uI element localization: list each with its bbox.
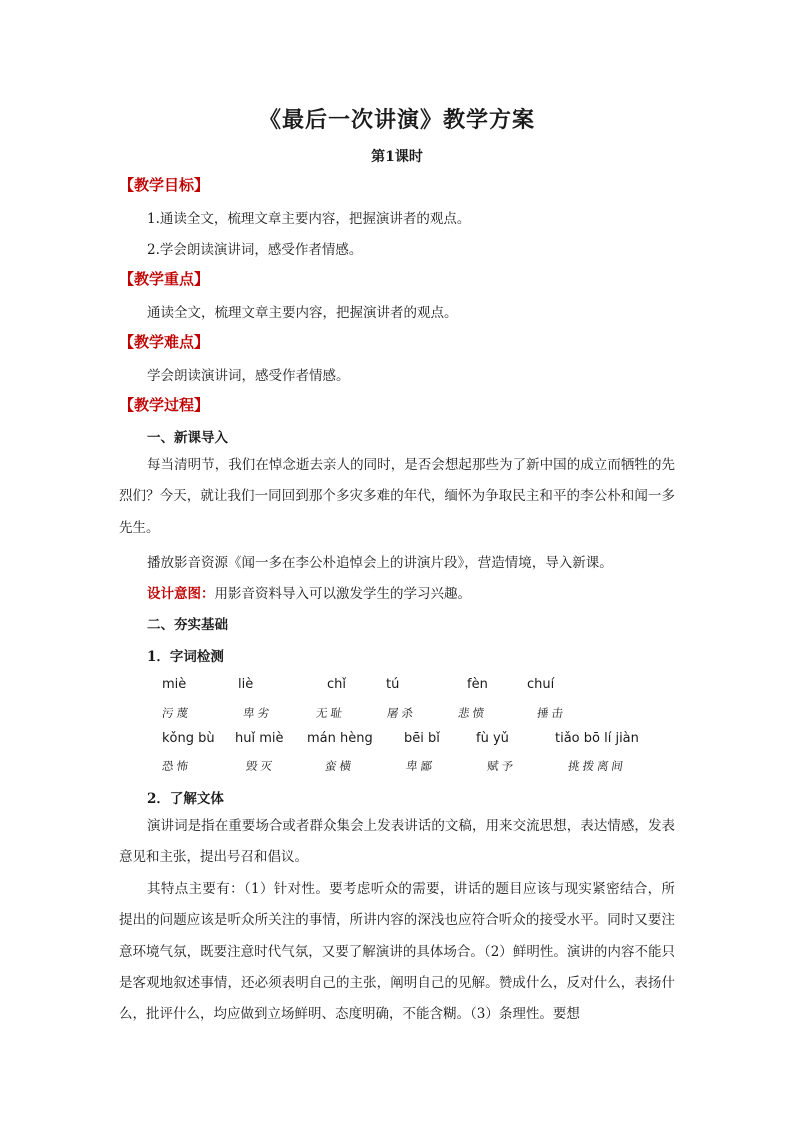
handwritten-word: 卑鄙 (405, 759, 436, 773)
handwritten-word: 卑劣 (242, 706, 273, 720)
goal-item: 1.通读全文，梳理文章主要内容，把握演讲者的观点。 (147, 211, 471, 227)
pinyin-label: fèn (467, 677, 488, 692)
key-points-text: 通读全文，梳理文章主要内容，把握演讲者的观点。 (147, 305, 458, 321)
features-paragraph: 其特点主要有：（1）针对性。要考虑听众的需要，讲话的题目应该与现实紧密结合，所提出的问题应该是听众所关注的事情，所讲内容的深浅也应符合听众的接受水平。同时又要注意环境气氛，既要注意时代气氛，又要了解演讲的具体场合。（2）鲜明性。演讲的内容不能只是客观地叙述事情，还必须表明自己的主张，阐明自己的见解。赞成什么，反对什么，表扬什么，批评什么，均应做到立场鲜明、态度明确，不能含糊。（3）条理性。要想 (119, 881, 675, 1023)
handwritten-word: 悲愤 (457, 706, 488, 720)
pinyin-label: tiǎo bō lí jiàn (555, 731, 639, 746)
goal-item: 2.学会朗读演讲词，感受作者情感。 (147, 242, 363, 258)
handwritten-word: 蛮横 (324, 759, 355, 773)
design-intent-label: 设计意图： (147, 586, 215, 602)
document-title: 《最后一次讲演》教学方案 (258, 107, 535, 133)
section-heading-key-points: 【教学重点】 (119, 270, 210, 288)
section-heading-difficulties: 【教学难点】 (119, 333, 210, 351)
difficulties-text: 学会朗读演讲词，感受作者情感。 (147, 368, 350, 384)
pinyin-label: liè (238, 677, 254, 692)
section-heading-process: 【教学过程】 (119, 396, 210, 414)
handwritten-word: 屠杀 (386, 706, 417, 720)
handwritten-word: 恐怖 (161, 759, 192, 773)
pinyin-label: chuí (527, 677, 555, 692)
handwritten-word: 毁灭 (245, 759, 276, 773)
handwritten-word: 赋予 (486, 759, 517, 773)
pinyin-label: kǒng bù (162, 731, 215, 746)
design-intent-text: 用影音资料导入可以激发学生的学习兴趣。 (214, 586, 471, 602)
handwritten-word: 无耻 (315, 706, 346, 720)
handwritten-word: 挑拨离间 (567, 759, 627, 773)
part1-title: 一、新课导入 (147, 430, 228, 446)
pinyin-label: huǐ miè (235, 731, 284, 746)
lesson-subtitle: 第1课时 (371, 149, 423, 165)
handwritten-word: 捶击 (536, 706, 567, 720)
pinyin-label: chǐ (327, 677, 346, 692)
genre-paragraph: 演讲词是指在重要场合或者群众集会上发表讲话的文稿，用来交流思想，表达情感，发表意见和主张，提出号召和倡议。 (119, 818, 675, 866)
pinyin-label: fù yǔ (476, 731, 509, 746)
design-intent-line (147, 582, 471, 602)
sub1-title: 1．字词检测 (147, 649, 224, 665)
pinyin-label: bēi bǐ (404, 731, 440, 746)
play-media-line: 播放影音资源《闻一多在李公朴追悼会上的讲演片段》，营造情境，导入新课。 (147, 555, 613, 571)
pinyin-label: tú (386, 677, 400, 692)
intro-paragraph: 每当清明节，我们在悼念逝去亲人的同时，是否会想起那些为了新中国的成立而牺牲的先烈们？今天，就让我们一同回到那个多灾多难的年代，缅怀为争取民主和平的李公朴和闻一多先生。 (119, 457, 675, 536)
part2-title: 二、夯实基础 (147, 617, 228, 633)
section-heading-goals: 【教学目标】 (119, 176, 210, 194)
handwritten-word: 污蔑 (161, 706, 192, 720)
pinyin-label: miè (162, 677, 187, 692)
pinyin-label: mán hèng (307, 731, 373, 746)
sub2-title: 2．了解文体 (147, 791, 224, 807)
